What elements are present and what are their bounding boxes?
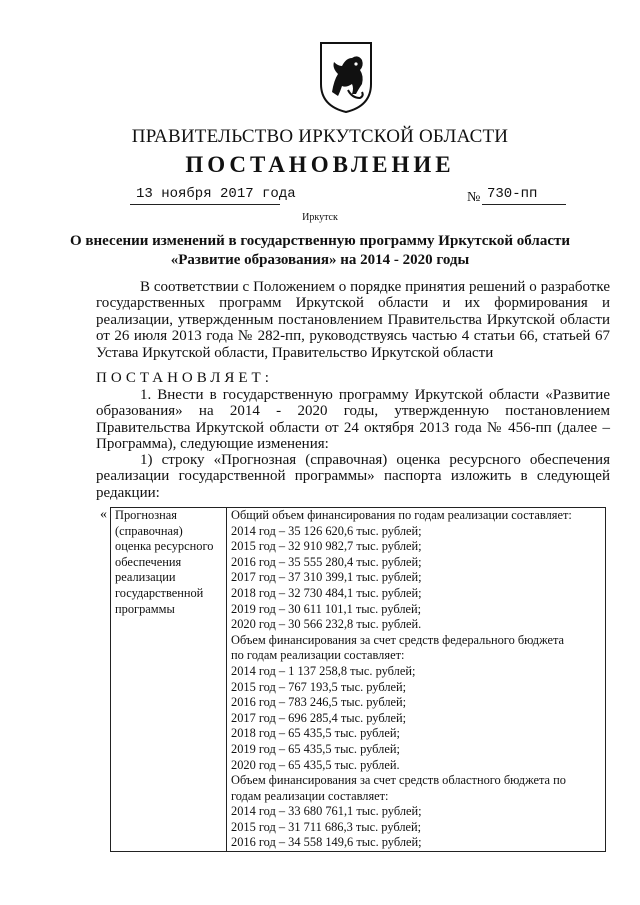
table-value-line: Объем финансирования за счет средств федерального бюджета — [231, 632, 565, 647]
table-value-line: 2019 год – 30 611 101,1 тыс. рублей; — [231, 601, 422, 616]
table-value-line: 2017 год – 37 310 399,1 тыс. рублей; — [231, 570, 422, 585]
heading-line-2: «Развитие образования» на 2014 - 2020 годы — [170, 252, 470, 268]
table-value-line: 2015 год – 767 193,5 тыс. рублей; — [231, 679, 407, 694]
government-name: ПРАВИТЕЛЬСТВО ИРКУТСКОЙ ОБЛАСТИ — [131, 126, 509, 147]
table-label-line: оценка ресурсного — [115, 539, 214, 554]
table-value-line: 2016 год – 35 555 280,4 тыс. рублей; — [231, 554, 422, 569]
table-value-line: 2018 год – 32 730 484,1 тыс. рублей; — [231, 585, 422, 600]
document-type-title: ПОСТАНОВЛЕНИЕ — [185, 152, 455, 177]
table-row — [111, 508, 606, 852]
table-label-line: (справочная) — [115, 523, 183, 538]
table-value-line: 2020 год – 65 435,5 тыс. рублей. — [231, 757, 400, 772]
table-value-line: Общий объем финансирования по годам реализации составляет: — [231, 508, 572, 522]
heading-line-1: О внесении изменений в государственную программу Иркутской области — [69, 233, 571, 249]
table-value-line: 2019 год – 65 435,5 тыс. рублей; — [231, 741, 400, 756]
document-date: 13 ноября 2017 года — [136, 186, 296, 202]
table-row-value-cell — [227, 508, 606, 852]
decree-word: ПОСТАНОВЛЯЕТ: — [96, 370, 273, 386]
table-value-line: Объем финансирования за счет средств областного бюджета по — [231, 773, 566, 788]
city-name: Иркутск — [302, 212, 338, 223]
table-label-line: программы — [115, 601, 175, 616]
table-value-line: 2017 год – 696 285,4 тыс. рублей; — [231, 710, 407, 725]
irkutsk-coat-of-arms-icon — [318, 40, 374, 114]
table-label-line: Прогнозная — [115, 508, 177, 522]
table-value-line: 2018 год – 65 435,5 тыс. рублей; — [231, 726, 400, 741]
table-value-line: 2016 год – 34 558 149,6 тыс. рублей; — [231, 835, 422, 850]
table-row-label-cell — [111, 508, 227, 852]
number-underline — [482, 204, 566, 205]
number-sign: № — [467, 190, 481, 205]
table-value-line: 2020 год – 30 566 232,8 тыс. рублей. — [231, 617, 422, 632]
document-number: 730-пп — [487, 186, 538, 202]
item-1-paragraph: 1. Внести в государственную программу Иркутской области «Развитие образования» на 2014 - 2020 годы, утвержденную постановлением Правительства Иркутской области от 24 октября 2013 года № 456-пп (далее – Программа), следующие изменения: — [96, 387, 610, 453]
table-value-line: годам реализации составляет: — [231, 788, 389, 803]
table-value-line: 2015 год – 32 910 982,7 тыс. рублей; — [231, 539, 422, 554]
subitem-1-paragraph: 1) строку «Прогнозная (справочная) оценка ресурсного обеспечения реализации государственной программы» паспорта изложить в следующей редакции: — [96, 452, 610, 501]
document-heading — [0, 232, 640, 270]
table-value-line: по годам реализации составляет: — [231, 648, 405, 663]
opening-quote-mark: « — [100, 507, 107, 522]
table-value-line: 2016 год – 783 246,5 тыс. рублей; — [231, 695, 407, 710]
table-label-line: обеспечения — [115, 554, 182, 569]
table-value-line: 2014 год – 1 137 258,8 тыс. рублей; — [231, 663, 416, 678]
table-value-line: 2014 год – 33 680 761,1 тыс. рублей; — [231, 804, 422, 819]
table-label-line: реализации — [115, 570, 176, 585]
date-underline — [130, 204, 280, 205]
table-value-line: 2015 год – 31 711 686,3 тыс. рублей; — [231, 819, 422, 834]
preamble-paragraph: В соответствии с Положением о порядке принятия решений о разработке государственных программ Иркутской области и их формирования и реализации, утвержденным постановлением Правительства Иркутской области от 26 июля 2013 года № 282-пп, руководствуясь частью 4 статьи 66, статьей 67 Устава Иркутской области, Правительство Иркутской области — [96, 279, 610, 361]
resource-table — [110, 507, 606, 852]
table-value-line: 2014 год – 35 126 620,6 тыс. рублей; — [231, 523, 422, 538]
table-label-line: государственной — [115, 585, 204, 600]
